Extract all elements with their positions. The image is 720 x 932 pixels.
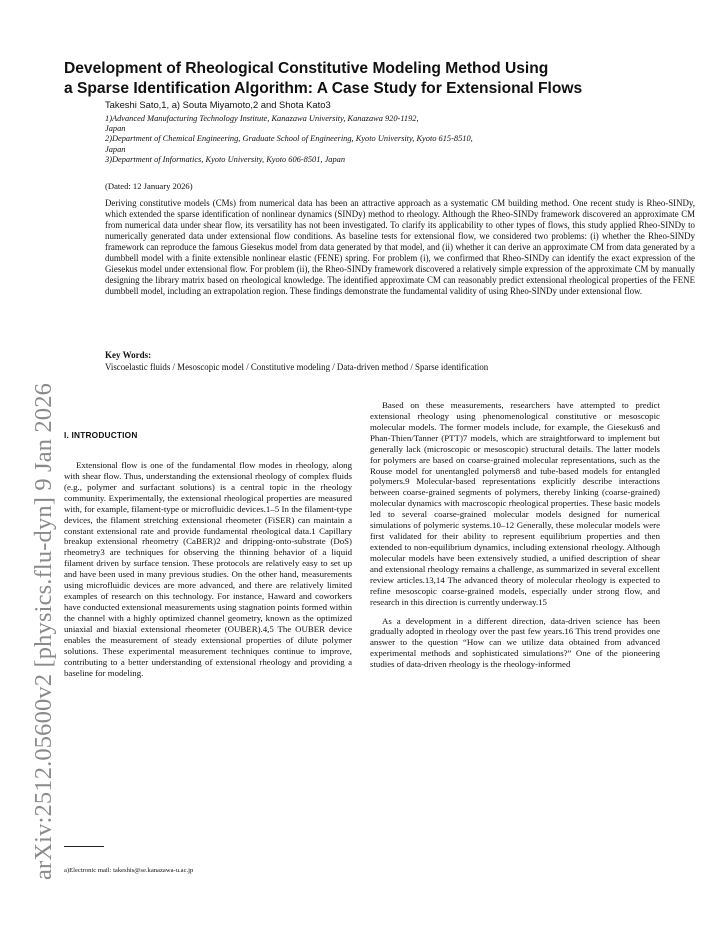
intro-paragraph-3: As a development in a different direction, data-driven science has been gradually adopted in rheology over the past few years.16 This trend provides one answer to the question “How can we utilize data obtained from advanced experimental methods and sophisticated simulations?” One of the pioneering studies of data-driven rheology is the rheology-informed [370, 615, 660, 670]
abstract-text: Deriving constitutive models (CMs) from numerical data has been an attractive approach as a systematic CM building method. One recent study is Rheo-SINDy, which extended the sparse identification of nonlinear dynamics (SINDy) method to rheology. Although the Rheo-SINDy framework discovered an approximate CM from numerical data under shear flow, its versatility has not been investigated. To clarify its applicability to other types of flows, this study applied Rheo-SINDy to numerically generated data under extensional flow conditions. As baseline tests for extensional flow, we considered two problems: (i) whether the Rheo-SINDy framework can reproduce the famous Giesekus model from data generated by that model, and (ii) whether it can derive an approximate CM from data generated by a dumbbell model with a finite extensible nonlinear elastic (FENE) spring. For problem (i), we confirmed that Rheo-SINDy can identify the exact expression of the Giesekus model under extensional flow. For problem (ii), the Rheo-SINDy framework discovered a relatively simple expression of the approximate CM by manually designing the library matrix based on rheological knowledge. The identified approximate CM can reasonably predict extensional rheological properties of the FENE dumbbell model, including an extrapolation region. These findings demonstrate the fundamental validity of using Rheo-SINDy under extensional flow. [105, 198, 695, 296]
dated-line: (Dated: 12 January 2026) [105, 181, 193, 191]
affiliation-line: 3)Department of Informatics, Kyoto University, Kyoto 606-8501, Japan [105, 154, 346, 164]
intro-paragraph-2: Based on these measurements, researchers have attempted to predict extensional rheology using phenomenological constitutive or mesoscopic molecular models. The former models include, for example, the Giesekus6 and Phan-Thien/Tanner (PTT)7 models, which are straightforward to implement but generally lack (microscopic or mesoscopic) structural details. The latter models for polymers are based on coarse-grained molecular representations, such as the Rouse model for unentangled polymers8 and tube-based models for entangled polymers.9 Molecular-based representations explicitly describe interactions between coarse-grained segments of polymers, thereby linking (coarse-grained) molecular dynamics with macroscopic rheological properties. These basic models led to several coarse-grained molecular models designed for numerical simulations of polymeric systems.10–12 Generally, these molecular models were first validated for their ability to represent equilibrium properties and then extended to non-equilibrium dynamics, including extensional rheology. Although molecular models have been extensively studied, a unified description of shear and extensional rheology remains a challenge, as summarized in several excellent review articles.13,14 The advanced theory of molecular rheology is expected to refine mesoscopic coarse-grained models, especially under strong flow, and research in this direction is currently underway.15 [370, 400, 660, 607]
section-heading-introduction: I. INTRODUCTION [64, 430, 138, 440]
paper-title [64, 59, 664, 98]
affiliation-line: Japan [105, 124, 126, 134]
title-line-2: a Sparse Identification Algorithm: A Case Study for Extensional Flows [64, 79, 583, 97]
abstract [105, 198, 695, 297]
footnote-rule [64, 846, 104, 847]
keywords-list: Viscoelastic fluids / Mesoscopic model / Constitutive modeling / Data-driven method / Sparse identification [105, 362, 489, 372]
arxiv-side-stamp [8, 230, 57, 880]
title-line-1: Development of Rheological Constitutive Modeling Method Using [64, 60, 549, 77]
right-column [370, 400, 660, 670]
affiliation-line: Japan [105, 144, 126, 154]
arxiv-identifier: arXiv:2512.05600v2 [physics.flu-dyn] 9 Jan 2026 [30, 383, 57, 880]
left-column [64, 460, 352, 678]
footnote-email: a)Electronic mail: takeshis@se.kanazawa-u.ac.jp [64, 867, 194, 874]
affiliation-line: 2)Department of Chemical Engineering, Graduate School of Engineering, Kyoto University, Kyoto 615-8510, [105, 134, 473, 144]
affiliations [105, 114, 645, 165]
affiliation-line: 1)Advanced Manufacturing Technology Institute, Kanazawa University, Kanazawa 920-1192, [105, 114, 419, 123]
intro-paragraph-1: Extensional flow is one of the fundamental flow modes in rheology, along with shear flow. Thus, understanding the extensional rheology of complex fluids (e.g., polymer and surfactant solutions) is a central topic in the rheology community. Experimentally, the extensional rheological properties are measured with, for example, filament-type or microfluidic devices.1–5 In the filament-type devices, the filament stretching extensional rheometer (FiSER) can maintain a constant extensional rate and provide fundamental rheological data.1 Capillary breakup extensional rheometry (CaBER)2 and dripping-onto-substrate (DoS) rheometry3 are techniques for observing the thinning behavior of a liquid filament driven by surface tension. These protocols are relatively easy to set up and have been used in many previous studies. On the other hand, measurements using microfluidic devices are more advanced, and there are relatively limited examples of research on this technology. For instance, Haward and coworkers have conducted extensional measurements using stagnation points formed within the channel with a highly optimized channel geometry, known as the optimized uniaxial and biaxial extensional rheometer (OUBER).4,5 The OUBER device enables the measurement of steady extensional properties of dilute polymer solutions. These experimental measurement techniques continue to improve, contributing to a better understanding of extensional rheology and providing a baseline for modeling. [64, 460, 352, 678]
author-list: Takeshi Sato,1, a) Souta Miyamoto,2 and Shota Kato3 [105, 99, 331, 110]
keywords-heading: Key Words: [105, 350, 152, 360]
